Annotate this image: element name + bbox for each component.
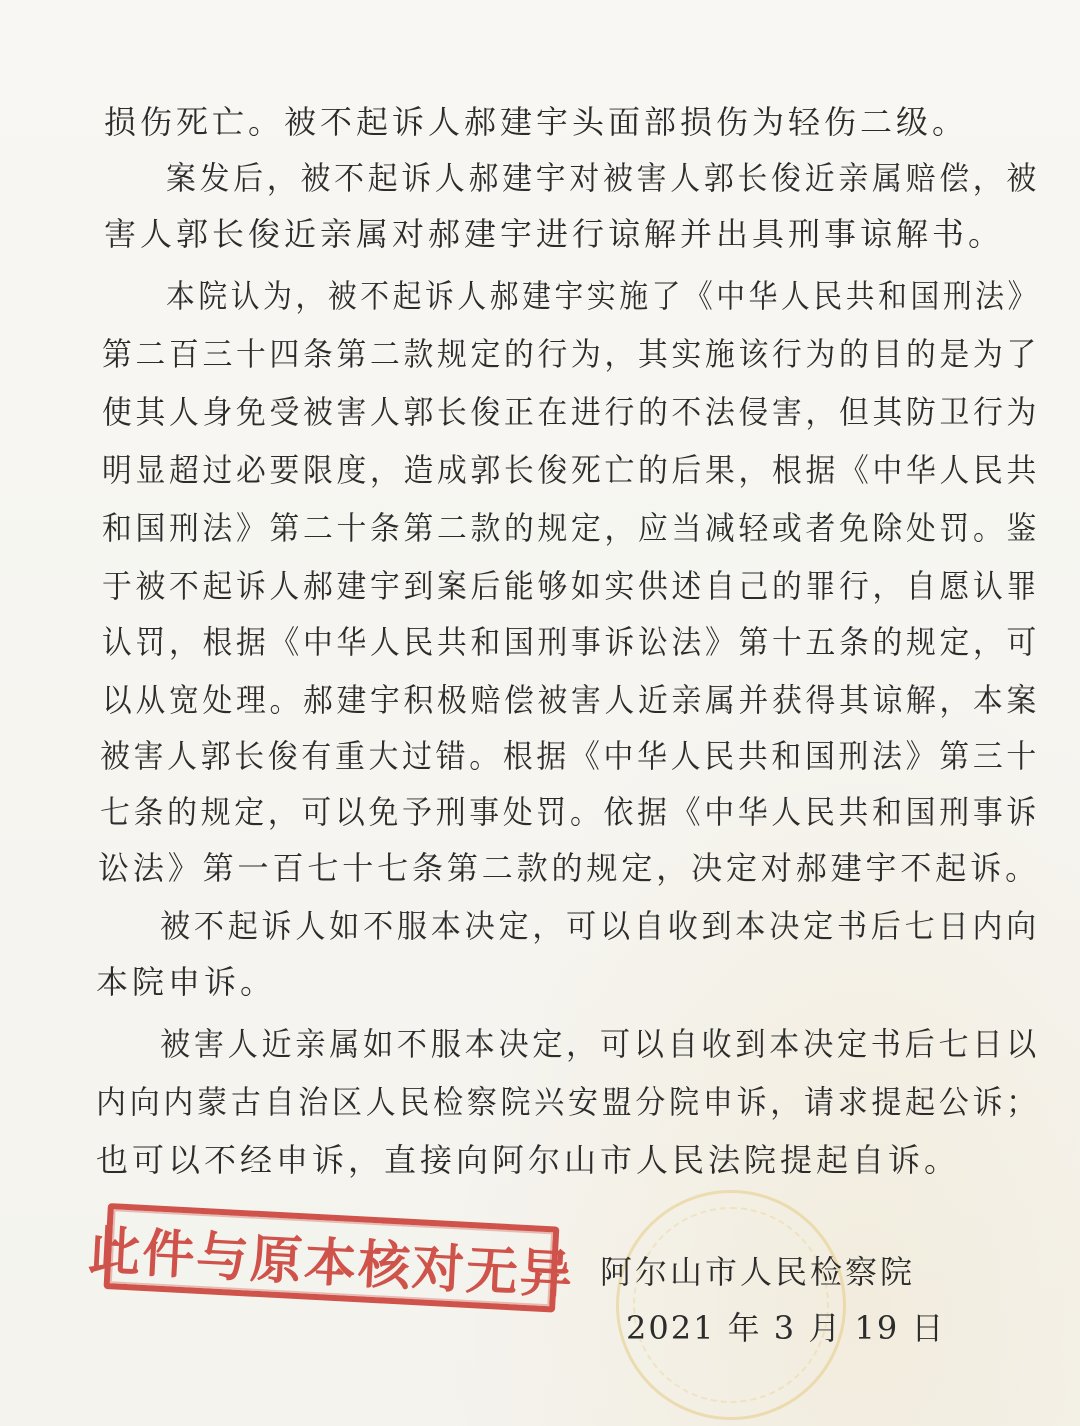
- signature-organization: 阿尔山市人民检察院: [600, 1253, 916, 1291]
- text-line-2: 案发后，被不起诉人郝建宇对被害人郭长俊近亲属赔偿，被: [166, 159, 1041, 197]
- text-line-7: 明显超过必要限度，造成郭长俊死亡的后果，根据《中华人民共: [102, 451, 1041, 489]
- text-line-3: 害人郭长俊近亲属对郝建宇进行谅解并出具刑事谅解书。: [104, 215, 1005, 253]
- text-line-15: 被不起诉人如不服本决定，可以自收到本决定书后七日内向: [160, 907, 1041, 945]
- text-line-8: 和国刑法》第二十条第二款的规定，应当减轻或者免除处罚。鉴: [102, 509, 1041, 547]
- text-line-13: 七条的规定，可以免予刑事处罚。依据《中华人民共和国刑事诉: [100, 793, 1040, 831]
- text-line-4: 本院认为，被不起诉人郝建宇实施了《中华人民共和国刑法》: [166, 277, 1041, 315]
- text-line-6: 使其人身免受被害人郭长俊正在进行的不法侵害，但其防卫行为: [102, 393, 1041, 431]
- text-line-16: 本院申诉。: [96, 963, 277, 1001]
- text-line-14: 讼法》第一百七十七条第二款的规定，决定对郝建宇不起诉。: [98, 849, 1040, 887]
- official-seal-faint: [616, 1190, 846, 1420]
- text-line-9: 于被不起诉人郝建宇到案后能够如实供述自己的罪行，自愿认罪: [102, 567, 1041, 605]
- text-line-5: 第二百三十四条第二款规定的行为，其实施该行为的目的是为了: [102, 335, 1041, 373]
- text-line-11: 以从宽处理。郝建宇积极赔偿被害人近亲属并获得其谅解，本案: [102, 681, 1041, 719]
- certification-stamp: [86, 1203, 576, 1313]
- text-line-18: 内向内蒙古自治区人民检察院兴安盟分院申诉，请求提起公诉；: [96, 1083, 1041, 1121]
- text-line-19: 也可以不经申诉，直接向阿尔山市人民法院提起自诉。: [96, 1141, 961, 1179]
- stamp-text: 此件与原本核对无异: [86, 1219, 576, 1306]
- signature-date: 2021 年 3 月 19 日: [626, 1309, 946, 1347]
- text-line-10: 认罚，根据《中华人民共和国刑事诉讼法》第十五条的规定，可: [102, 623, 1041, 661]
- text-line-17: 被害人近亲属如不服本决定，可以自收到本决定书后七日以: [160, 1025, 1041, 1063]
- text-line-12: 被害人郭长俊有重大过错。根据《中华人民共和国刑法》第三十: [100, 737, 1040, 775]
- text-line-1: 损伤死亡。被不起诉人郝建宇头面部损伤为轻伤二级。: [104, 103, 969, 141]
